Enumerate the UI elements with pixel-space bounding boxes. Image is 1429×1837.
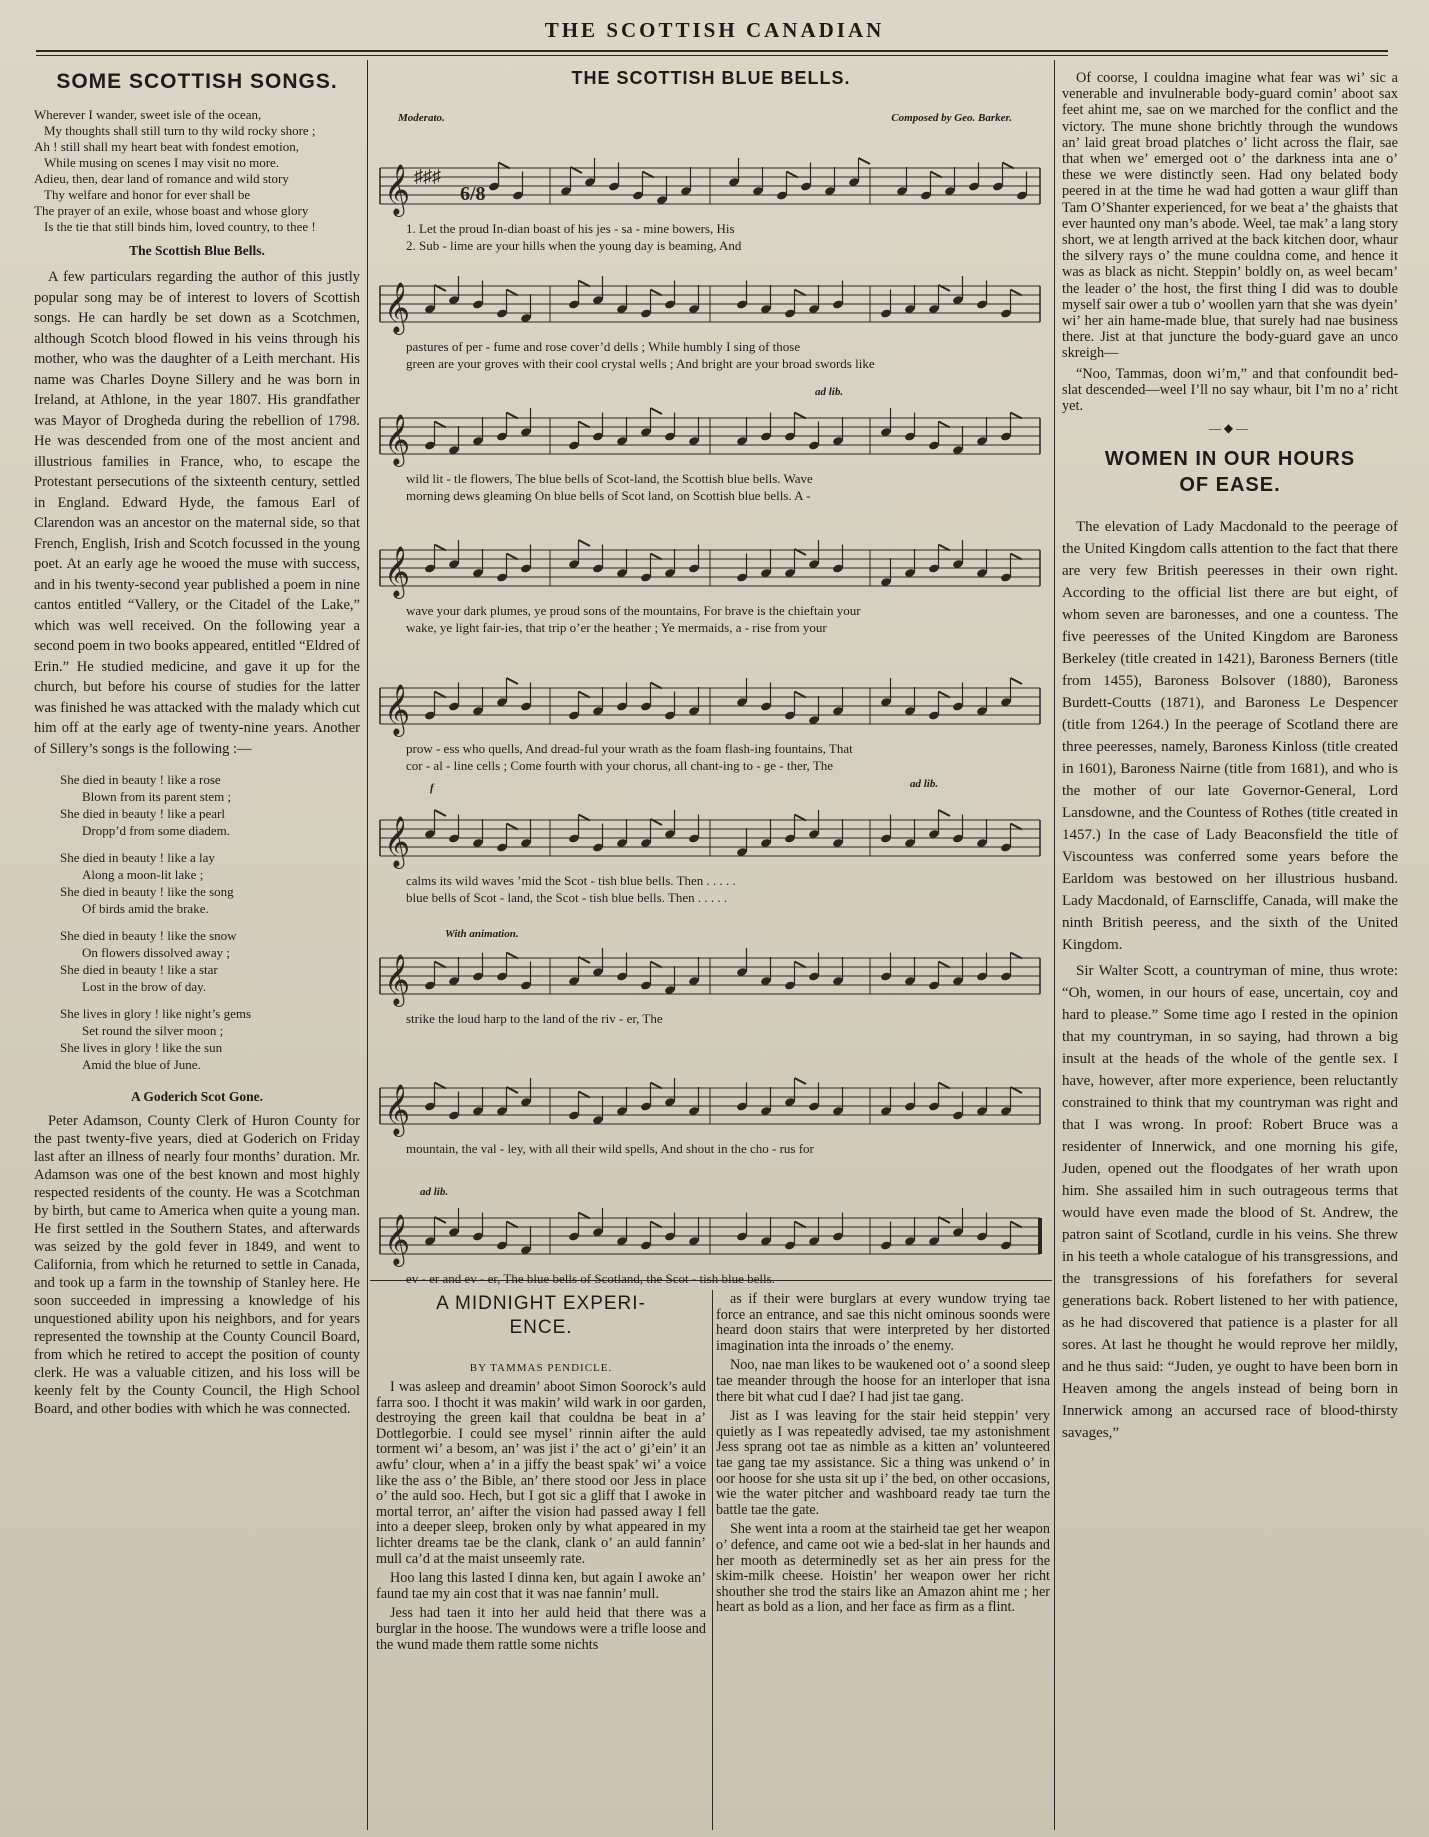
poem-line: She died in beauty ! like the snow [60, 928, 237, 943]
masthead-rule [36, 50, 1388, 52]
poem-line: Dropp’d from some diadem. [82, 823, 231, 838]
masthead-rule-thin [36, 55, 1388, 56]
lyric-line: strike the loud harp to the land of the riv - er, The [406, 1011, 663, 1026]
midnight-column-2 [716, 1292, 1050, 1832]
poem-line: She died in beauty ! like a rose [60, 772, 221, 787]
poem-line: Lost in the brow of day. [82, 979, 207, 994]
lyric-line: 2. Sub - lime are your hills when the young day is beaming, And [406, 238, 742, 253]
midnight-title-line2: ENCE. [509, 1317, 573, 1338]
treble-clef-icon: 𝄞 [384, 546, 411, 597]
treble-clef-icon: 𝄞 [384, 816, 411, 867]
poem-stanza [60, 927, 360, 995]
lyric-lines [406, 872, 1066, 906]
intro-poem-line: Adieu, then, dear land of romance and wild story [34, 170, 289, 186]
lyric-lines [406, 220, 1066, 254]
treble-clef-icon: 𝄞 [384, 1214, 411, 1265]
midnight-experience-heading [376, 1288, 706, 1833]
ad-lib-marking: ad lib. [910, 778, 939, 790]
midnight-title-line1: A MIDNIGHT EXPERI- [436, 1293, 646, 1314]
poem-line: On flowers dissolved away ; [82, 945, 231, 960]
time-signature-icon: 6/8 [460, 183, 486, 205]
lyric-line: blue bells of Scot - land, the Scot - tish blue bells. Then . . . . . [406, 890, 728, 905]
masthead: THE SCOTTISH CANADIAN [544, 18, 885, 42]
lyric-lines [406, 1010, 1066, 1027]
midnight-column-2-text [716, 1292, 1050, 1616]
lyric-line: morning dews gleaming On blue bells of Scot land, on Scottish blue bells. A - [406, 488, 811, 503]
lyric-lines [406, 1140, 1066, 1157]
left-column [34, 72, 360, 1832]
treble-clef-icon: 𝄞 [384, 164, 411, 215]
scottish-blue-bells-subhead: The Scottish Blue Bells. [129, 242, 265, 258]
lyric-lines [406, 740, 1066, 774]
adamson-paragraph: Peter Adamson, County Clerk of Huron County for the past twenty-five years, died at Goderich on Friday last after an illness of nearly four months’ duration. Mr. Adamson was one of the best known and most highly respected residents of the county. He was a Scotchman by birth, but came to America when quite a young man. He first settled in the Southern States, and afterwards was seized by the gold fever in 1849, and went to California, from which he returned to settle in Canada, and took up a farm in the township of Stanley here. He soon succeeded in impressing a knowledge of his unquestioned ability upon his neighbors, and for years represented the township at the County Council Board, from which he retired to accept the position of county clerk. He was a valuable citizen, and his loss will be keenly felt by the County Council, the High School Board, and other bodies with which he was connected. [34, 1112, 360, 1417]
poem-stanza [60, 849, 360, 917]
poem-line: She died in beauty ! like the song [60, 884, 234, 899]
composer-credit: Composed by Geo. Barker. [891, 112, 1012, 124]
poem-line: She died in beauty ! like a star [60, 962, 218, 977]
paragraph: Of coorse, I couldna imagine what fear was wi’ sic a venerable and invulnerable body-guard comin’ aboot sax feet ahint me, sae on we marched for the conflict and the victory. The mune shone brichtly through the wundows an’ laid great broad platches o’ licht across the flair, sae that when we’ emerged oot o’ the darkness inta ane o’ these we were distinctly seen. Had ony belated body peered in at the time he wad had gotten a waur gliff than Tam O’Shanter experienced, for we beat a’ the ghaists that ever haunted ony man’s abode. Weel, tae mak’ a lang story short, we at length arrived at the back kitchen door, whaur the silvery rays o’ the mune couldna come, and hence it was as black as nicht. Steppin’ boldly on, as weel becam’ the leader o’ the host, the first thing I did was to double myself sair ower a tub o’ woollen yarn that she was dyein’ wi’ her ain hame-made blue, that surely had nae business there. Jist at that juncture the body-guard gave an unco skreigh— [1062, 70, 1398, 362]
she-died-in-beauty-poem [60, 771, 360, 1073]
midnight-continued [1062, 70, 1398, 414]
treble-clef-icon: 𝄞 [384, 282, 411, 333]
treble-clef-icon: 𝄞 [384, 1084, 411, 1135]
paragraph: I was asleep and dreamin’ aboot Simon Soorock’s auld farra soo. I thocht it was makin’ wild wark in oor garden, destroying the green kail that couldna be beat in a’ Dottlegorbie. I could see mysel’ rinnin aifter the auld torment wi’ a besom, an’ was jist i’ the act o’ gi’ein’ it an awfu’ clour, when a’ in a jiffy the beast spak’ wi’ a voice like the ass o’ the Bible, an’ there stood oor Jess in place o’ the auld soo. Hech, but I got sic a gliff that I awoke in mortal terror, an’ aifter the vision had passed away I fell into a deeper sleep, broken only by what appeared in my lichter dreams tae be the clank, clank o’ an auld fannin’ mull ca’d at the maist unseemly rate. [376, 1379, 706, 1567]
treble-clef-icon: 𝄞 [384, 414, 411, 465]
poem-line: Along a moon-lit lake ; [82, 867, 204, 882]
lyric-line: wild lit - tle flowers, The blue bells of Scot-land, the Scottish blue bells. Wave [406, 471, 813, 486]
ad-lib-marking: ad lib. [420, 1186, 449, 1198]
women-title-line2: OF EASE. [1179, 474, 1281, 497]
women-article [1062, 516, 1398, 1444]
intro-poem-line: While musing on scenes I may visit no more. [44, 154, 280, 170]
paragraph: Noo, nae man likes to be waukened oot o’ a soond sleep tae meander through the hoose for an interloper that isna there bit what cud I dae? I had jist tae gang. [716, 1357, 1050, 1405]
treble-clef-icon: 𝄞 [384, 954, 411, 1005]
midnight-byline: BY TAMMAS PENDICLE. [469, 1362, 613, 1374]
intro-poem-line: The prayer of an exile, whose boast and whose glory [34, 202, 309, 218]
lyric-line: pastures of per - fume and rose cover’d dells ; While humbly I sing of those [406, 339, 801, 354]
sheet-music [370, 68, 1052, 1286]
ad-lib-marking: ad lib. [815, 386, 844, 398]
intro-poem-line: My thoughts shall still turn to thy wild rocky shore ; [44, 122, 316, 138]
intro-poem-line: Thy welfare and honor for ever shall be [44, 186, 251, 202]
lyric-line: cor - al - line cells ; Come fourth with your chorus, all chant-ing to - ge - ther, The [406, 758, 834, 773]
women-title [1062, 446, 1398, 498]
with-animation-marking: With animation. [445, 928, 519, 940]
lyric-line: wake, ye light fair-ies, that trip o’er the heather ; Ye mermaids, a - rise from your [406, 620, 827, 635]
poem-line: Set round the silver moon ; [82, 1023, 224, 1038]
midnight-title [376, 1292, 706, 1340]
tempo-marking: Moderato. [398, 112, 445, 124]
lyric-line: ev - er and ev - er, The blue bells of Scotland, the Scot - tish blue bells. [406, 1271, 775, 1286]
midnight-column-1 [376, 1380, 706, 1653]
paragraph: Jist as I was leaving for the stair heid steppin’ very quietly as I was repeatedly advised, tae my astonishment Jess sprang oot tae as nimble as a kitten an’ volunteered tae gang tae my assistance. Sic a thing was unkend o’ in oor hoose for she usta sit up i’ the bed, on other occasions, wie the water pitcher and washboard ready tae turn the battle tae the gate. [716, 1408, 1050, 1518]
intro-poem-line: Is the tie that still binds him, loved country, to thee ! [44, 218, 316, 234]
paragraph: “Noo, Tammas, doon wi’m,” and that confoundit bed-slat descended—weel I’ll no say whaur, bit I’m no a’ richt yet. [1062, 365, 1398, 415]
scottish-blue-bells-title: THE SCOTTISH BLUE BELLS. [571, 68, 851, 88]
intro-poem-line: Ah ! still shall my heart beat with fondest emotion, [34, 138, 300, 154]
women-title-line1: WOMEN IN OUR HOURS [1104, 448, 1356, 471]
sillery-paragraph: A few particulars regarding the author of this justly popular song may be of interest to lovers of Scottish songs. He can hardly be set down as a Scotchmen, although Scotch blood flowed in his veins through his mother, who was the daughter of a Leith merchant. His name was Charles Doyne Sillery and he was born in Ireland, at Athlone, in the year 1807. His grandfather was Mayor of Drogheda during the rebellion of 1798. He was descended from one of the most ancient and illustrious families in France, who, to escape the Protestant persecutions of the sixteenth century, settled in England. Edward Hyde, the famous Earl of Clarendon was an ancestor on the maternal side, so that French, English, Irish and Scotch focussed in the young poet. At an early age he wooed the muse with success, and in his twenty-second year published a poem in nine cantos entitled “Vallery, or the Citadel of the Lake,” which was well received. On the following year a second poem in two books appeared, entitled “Eldred of Erin.” He studied medicine, and gave it up for the church, but before his course of studies for the latter was finished he was attacked with the malady which cut him off at the early age of twenty-nine years. Another of Sillery’s songs is the following :— [34, 269, 360, 757]
paragraph: She went inta a room at the stairheid tae get her weapon o’ defence, and came oot wie a bed-slat in her haunds and her mooth as determinedly set as her ain press for the skim-milk cheese. Hoistin’ her weapon ower her richt shouther she trod the stairs like an Amazon ahint me ; her heart as bold as a lion, and her face as firm as a flint. [716, 1521, 1050, 1616]
lyric-lines [406, 470, 1066, 504]
paragraph: as if their were burglars at every wundow trying tae force an entrance, and sae this nicht ominous soonds were heard doon stairs that were interpreted by her distorted imagination inta the inroads o’ the enemy. [716, 1291, 1050, 1354]
intro-poem-line: Wherever I wander, sweet isle of the ocean, [34, 106, 262, 122]
paragraph: Jess had taen it into her auld heid that there was a burglar in the hoose. The wundows were a trifle loose and the wund made them rattle some nichts [376, 1605, 706, 1653]
lyric-lines [406, 602, 1066, 636]
poem-line: Amid the blue of June. [82, 1057, 201, 1072]
goderich-scot-subhead: A Goderich Scot Gone. [131, 1089, 263, 1104]
lyric-line: green are your groves with their cool crystal wells ; And bright are your broad swords like [406, 356, 875, 371]
some-scottish-songs-title: SOME SCOTTISH SONGS. [56, 70, 338, 93]
poem-line: Blown from its parent stem ; [82, 789, 232, 804]
poem-line: She died in beauty ! like a pearl [60, 806, 225, 821]
lyric-line: wave your dark plumes, ye proud sons of the mountains, For brave is the chieftain your [406, 603, 861, 618]
right-column [1062, 70, 1398, 1832]
poem-line: Of birds amid the brake. [82, 901, 209, 916]
paragraph: Sir Walter Scott, a countryman of mine, thus wrote: “Oh, women, in our hours of ease, uncertain, coy and hard to please.” Some time ago I rested in the opinion that my countryman, in so saying, had thrown a big insult at the heads of the whole of the gentle sex. I have, however, after more experience, been reluctantly constrained to think that my countryman was right and that I was wrong. In proof: Robert Bruce was a residenter of Innerwick, and one morning his gife, Juden, opened out the floodgates of her wrath upon him. She assailed him in such outrageous terms that would have even made the blood of St. Andrew, the patron saint of Scotland, curdle in his veins. She threw in his teeth a whole catalogue of his transgressions, and the transgressions of his forefathers for several generations back. Robert listened to her with patience, as he had discovered that patience is a plaster for all sores. At last he thought he would reprove her mildly, and he thus said: “Juden, ye ought to have been born in Heaven among the angels instead of being born in Innerwick among an accursed race of blood-thirsty savages,” [1062, 963, 1398, 1442]
poem-stanza [60, 1005, 360, 1073]
lyric-line: prow - ess who quells, And dread-ful your wrath as the foam flash-ing fountains, That [406, 741, 853, 756]
treble-clef-icon: 𝄞 [384, 684, 411, 735]
lyric-lines [406, 1270, 1066, 1287]
lyric-lines [406, 338, 1066, 372]
column-rule-3 [712, 1290, 713, 1830]
lyric-line: calms its wild waves ’mid the Scot - tish blue bells. Then . . . . . [406, 873, 736, 888]
paragraph: The elevation of Lady Macdonald to the peerage of the United Kingdom calls attention to the fact that there are very few British peeresses in their own right. According to the official list there are but eight, of whom seven are baronesses, and one a countess. The five peeresses of the United Kingdom are Baroness Berkeley (title created in 1421), Baroness Berners (title from 1455), Baroness Bolsover (1880), Baroness Burdett-Coutts (1871), and Baroness Le Despencer (title from 1264.) In the peerage of Scotland there are three peeresses, namely, Baroness Kinloss (title created in 1601), Baroness Nairne (title from 1681), and who is the mother of our late Governor-General, Lord Lansdowne, and the Countess of Rothes (title created in 1457.) In the case of Lady Beaconsfield the title of Viscountess was conferred some years before the Earldom was bestowed on her illustrious husband. Lady Macdonald, of Earnscliffe, Canada, will make the ninth British peeress, and the sixth of the United Kingdom. [1062, 519, 1398, 954]
column-rule-2 [1054, 60, 1055, 1830]
lyric-line: mountain, the val - ley, with all their wild spells, And shout in the cho - rus for [406, 1141, 814, 1156]
column-rule-1 [367, 60, 368, 1830]
forte-marking: f [430, 782, 434, 794]
intro-poem [34, 107, 360, 235]
poem-line: She lives in glory ! like night’s gems [60, 1006, 252, 1021]
key-signature-icon: ♯♯♯ [414, 166, 441, 186]
paragraph: Hoo lang this lasted I dinna ken, but again I awoke an’ faund tae my ain cost that it was nae fannin’ mull. [376, 1570, 706, 1602]
lyric-line: 1. Let the proud In-dian boast of his jes - sa - mine bowers, His [406, 221, 735, 236]
section-ornament: —◆— [1208, 421, 1252, 436]
poem-line: She died in beauty ! like a lay [60, 850, 215, 865]
poem-line: She lives in glory ! like the sun [60, 1040, 223, 1055]
poem-stanza [60, 771, 360, 839]
